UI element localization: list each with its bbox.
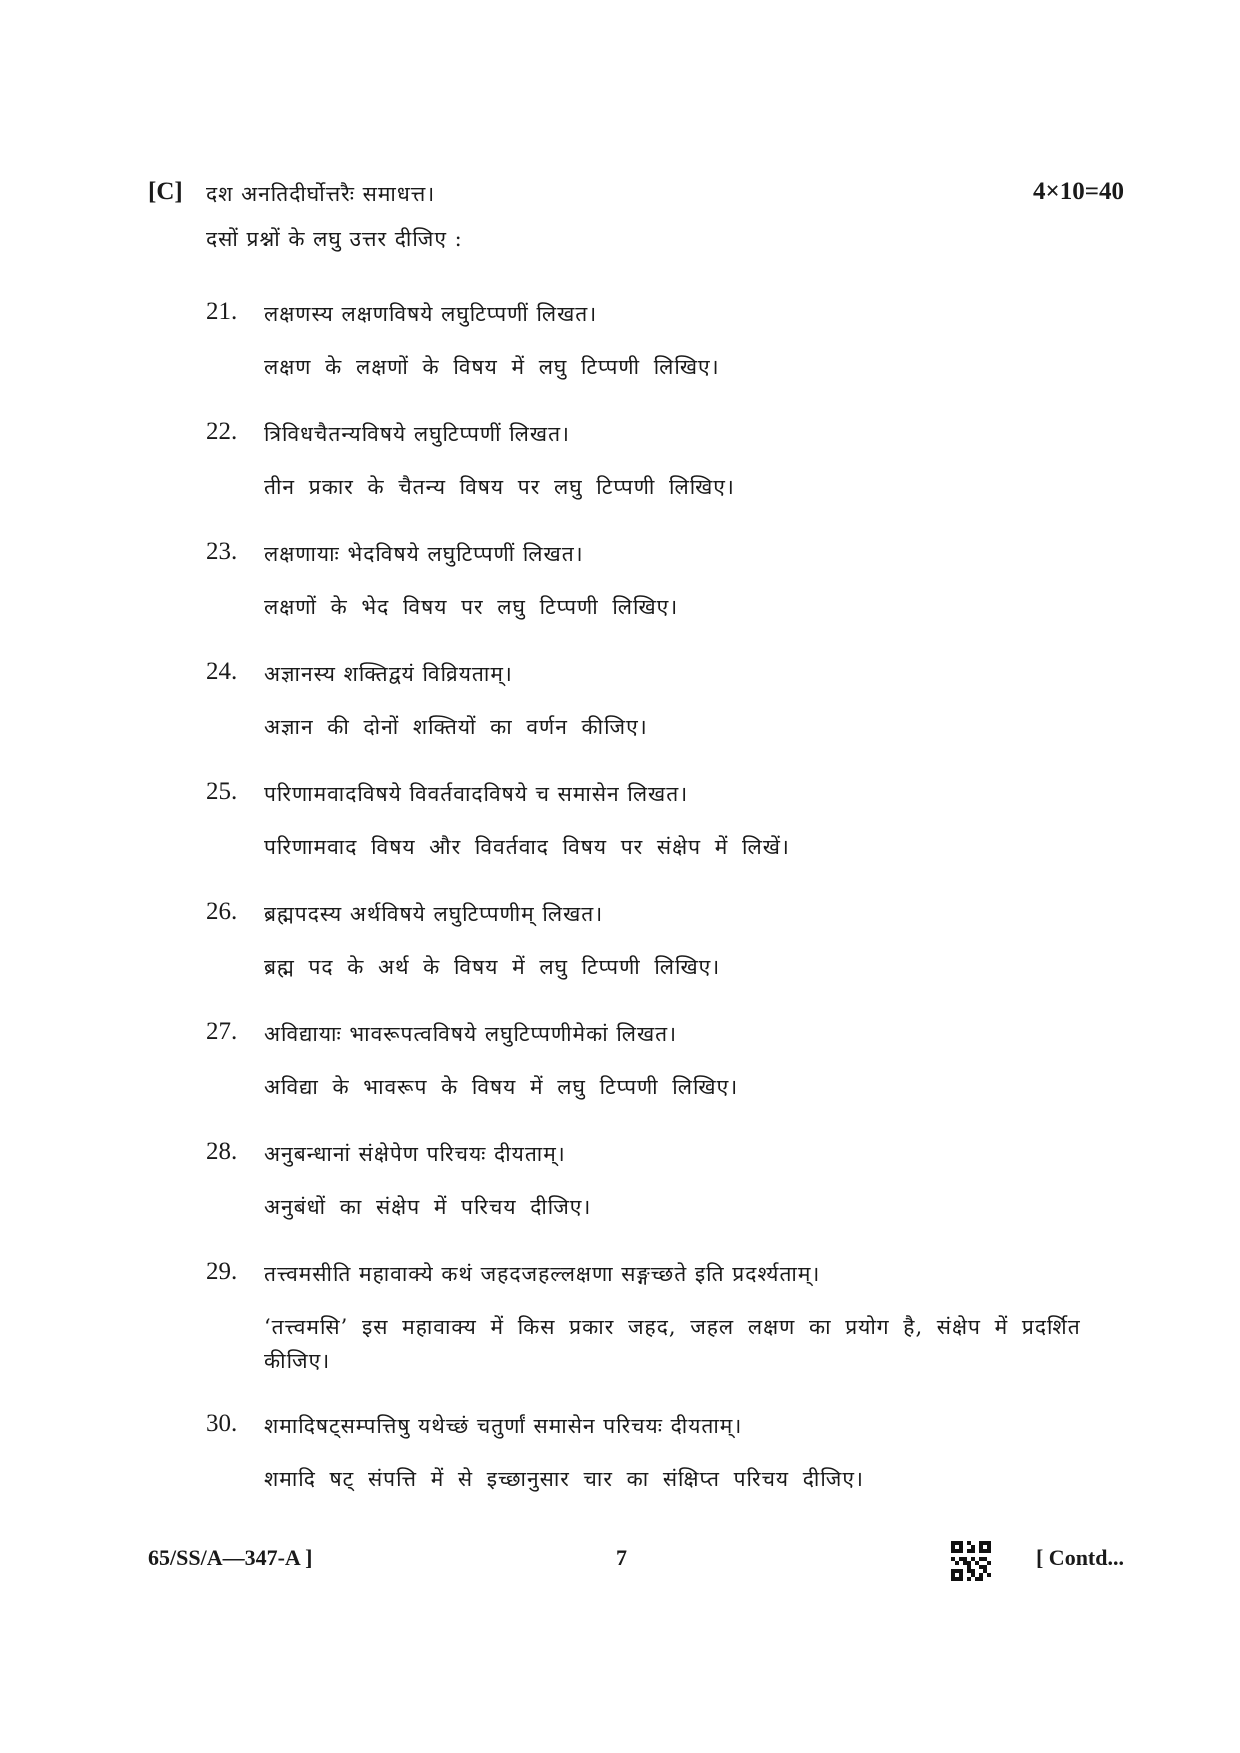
question-number: 27. [206, 1018, 238, 1045]
question-number: 30. [206, 1410, 238, 1437]
question-number: 22. [206, 418, 238, 445]
question-hindi: अनुबंधों का संक्षेप में परिचय दीजिए। [264, 1195, 592, 1219]
question-hindi: शमादि षट् संपत्ति में से इच्छानुसार चार का संक्षिप्त परिचय दीजिए। [264, 1467, 864, 1491]
question-sanskrit: लक्षणायाः भेदविषये लघुटिप्पणीं लिखत। [264, 542, 584, 566]
question-number: 29. [206, 1258, 238, 1285]
question-hindi: लक्षण के लक्षणों के विषय में लघु टिप्पणी लिखिए। [264, 355, 720, 379]
paper-code: 65/SS/A—347-A ] [148, 1545, 313, 1570]
question-sanskrit: अविद्यायाः भावरूपत्वविषये लघुटिप्पणीमेकां लिखत। [264, 1022, 678, 1046]
question-hindi: अज्ञान की दोनों शक्तियों का वर्णन कीजिए। [264, 715, 648, 739]
question-hindi: तीन प्रकार के चैतन्य विषय पर लघु टिप्पणी लिखिए। [264, 475, 735, 499]
question-hindi: परिणामवाद विषय और विवर्तवाद विषय पर संक्षेप में लिखें। [264, 835, 790, 859]
question-sanskrit: तत्त्वमसीति महावाक्ये कथं जहदजहल्लक्षणा सङ्गच्छते इति प्रदर्श्यताम्। [264, 1262, 821, 1286]
question-number: 28. [206, 1138, 238, 1165]
section-marks: 4×10=40 [1033, 178, 1124, 205]
section-instruction-hindi: दसों प्रश्नों के लघु उत्तर दीजिए : [206, 227, 463, 251]
section-header [148, 178, 1124, 218]
question-hindi: लक्षणों के भेद विषय पर लघु टिप्पणी लिखिए। [264, 595, 679, 619]
question-sanskrit: परिणामवादविषये विवर्तवादविषये च समासेन लिखत। [264, 782, 689, 806]
section-mark: [C] [148, 178, 183, 205]
section-instruction-sanskrit: दश अनतिदीर्घोत्तरैः समाधत्त। [206, 182, 436, 206]
question-sanskrit: ब्रह्मपदस्य अर्थविषये लघुटिप्पणीम् लिखत। [264, 902, 604, 926]
question-number: 24. [206, 658, 238, 685]
question-hindi: अविद्या के भावरूप के विषय में लघु टिप्पणी लिखिए। [264, 1075, 739, 1099]
question-number: 23. [206, 538, 238, 565]
question-sanskrit: लक्षणस्य लक्षणविषये लघुटिप्पणीं लिखत। [264, 302, 598, 326]
question-sanskrit: शमादिषट्सम्पत्तिषु यथेच्छं चतुर्णां समासेन परिचयः दीयताम्। [264, 1414, 743, 1438]
question-hindi: ‘तत्त्वमसि’ इस महावाक्य में किस प्रकार जहद, जहल लक्षण का प्रयोग है, संक्षेप में प्रदर्शित कीजिए। [264, 1315, 1081, 1373]
question-sanskrit: अनुबन्धानां संक्षेपेण परिचयः दीयताम्। [264, 1142, 566, 1166]
question-sanskrit: त्रिविधचैतन्यविषये लघुटिप्पणीं लिखत। [264, 422, 570, 446]
question-sanskrit: अज्ञानस्य शक्तिद्वयं विव्रियताम्। [264, 662, 513, 686]
question-number: 21. [206, 298, 238, 325]
continued-marker: [ Contd... [1035, 1545, 1124, 1570]
question-number: 26. [206, 898, 238, 925]
qr-code-icon [951, 1541, 991, 1581]
page-number: 7 [616, 1545, 627, 1570]
question-number: 25. [206, 778, 238, 805]
question-hindi: ब्रह्म पद के अर्थ के विषय में लघु टिप्पणी लिखिए। [264, 955, 721, 979]
page-footer [148, 1545, 1124, 1585]
